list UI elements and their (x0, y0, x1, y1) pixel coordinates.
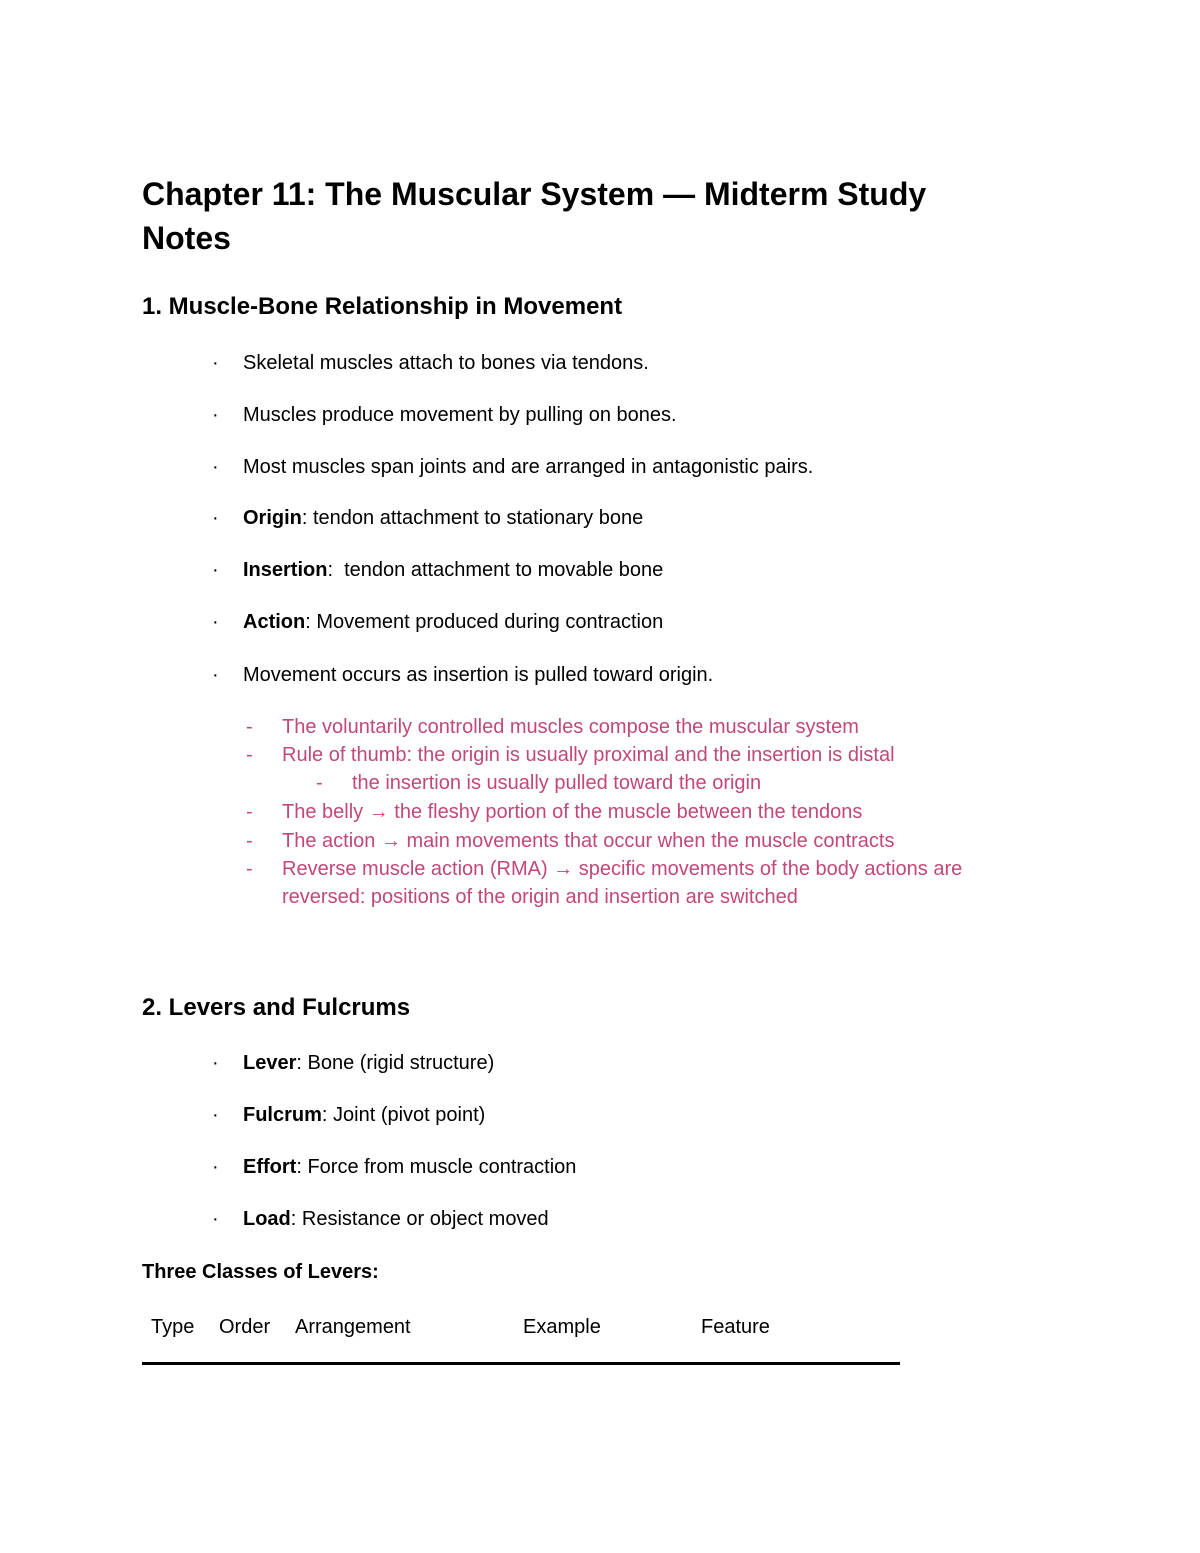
note-dash: - (246, 716, 253, 738)
note-text: reversed: positions of the origin and insertion are switched (282, 886, 798, 908)
term-action: Action (243, 611, 306, 633)
bullet-text: Skeletal muscles attach to bones via tendons. (243, 352, 649, 374)
bullet-content (243, 1051, 494, 1075)
bullet-content (243, 1207, 549, 1231)
bullet-dot: · (212, 1156, 219, 1178)
document-title: Chapter 11: The Muscular System — Midterm Study Notes (142, 176, 927, 256)
bullet-text: Most muscles span joints and are arranged in antagonistic pairs. (243, 456, 814, 478)
section-heading-levers: 2. Levers and Fulcrums (142, 994, 411, 1021)
bullet-text: Muscles produce movement by pulling on bones. (243, 404, 677, 426)
definition-text: : Force from muscle contraction (296, 1156, 577, 1178)
bullet-content (243, 506, 643, 530)
note-text: Rule of thumb: the origin is usually proximal and the insertion is distal (282, 744, 895, 766)
bullet-dot: · (212, 559, 219, 581)
bullet-content (243, 1155, 576, 1179)
section-heading-muscle-bone: 1. Muscle-Bone Relationship in Movement (142, 293, 623, 320)
note-text: Reverse muscle action (RMA) → specific movements of the body actions are (282, 858, 963, 880)
bullet-text: Movement occurs as insertion is pulled toward origin. (243, 664, 714, 686)
note-dash: - (246, 744, 253, 766)
note-dash: - (246, 801, 253, 823)
note-dash: - (316, 772, 323, 794)
table-header-type: Type (151, 1316, 195, 1338)
bullet-dot: · (212, 1208, 219, 1230)
definition-text: : tendon attachment to stationary bone (301, 507, 644, 529)
bullet-content (243, 1103, 485, 1127)
term-origin: Origin (243, 507, 302, 529)
bullet-dot: · (212, 1052, 219, 1074)
definition-text: : tendon attachment to movable bone (327, 559, 664, 581)
term-load: Load (243, 1208, 291, 1230)
definition-text: : Bone (rigid structure) (296, 1052, 495, 1074)
bullet-dot: · (212, 352, 219, 374)
table-header-order: Order (219, 1316, 271, 1338)
bullet-dot: · (212, 1104, 219, 1126)
table-header-feature: Feature (701, 1316, 770, 1338)
bullet-dot: · (212, 456, 219, 478)
note-text: the insertion is usually pulled toward the origin (352, 772, 762, 794)
term-effort: Effort (243, 1156, 297, 1178)
bullet-dot: · (212, 664, 219, 686)
table-header-arrangement: Arrangement (295, 1316, 411, 1338)
term-lever: Lever (243, 1052, 297, 1074)
note-text: The voluntarily controlled muscles compose the muscular system (282, 716, 859, 738)
definition-text: : Movement produced during contraction (305, 611, 664, 633)
term-fulcrum: Fulcrum (243, 1104, 322, 1126)
term-insertion: Insertion (243, 559, 328, 581)
bullet-dot: · (212, 611, 219, 633)
lever-classes-subheading: Three Classes of Levers: (142, 1261, 379, 1283)
bullet-dot: · (212, 507, 219, 529)
definition-text: : Joint (pivot point) (321, 1104, 486, 1126)
table-header-rule (142, 1362, 900, 1365)
note-text: The belly → the fleshy portion of the muscle between the tendons (282, 801, 863, 823)
note-dash: - (246, 858, 253, 880)
table-header-example: Example (523, 1316, 601, 1338)
bullet-content (243, 558, 663, 582)
bullet-dot: · (212, 404, 219, 426)
note-text: The action → main movements that occur when the muscle contracts (282, 830, 895, 852)
bullet-content (243, 610, 663, 634)
definition-text: : Resistance or object moved (290, 1208, 549, 1230)
note-dash: - (246, 830, 253, 852)
